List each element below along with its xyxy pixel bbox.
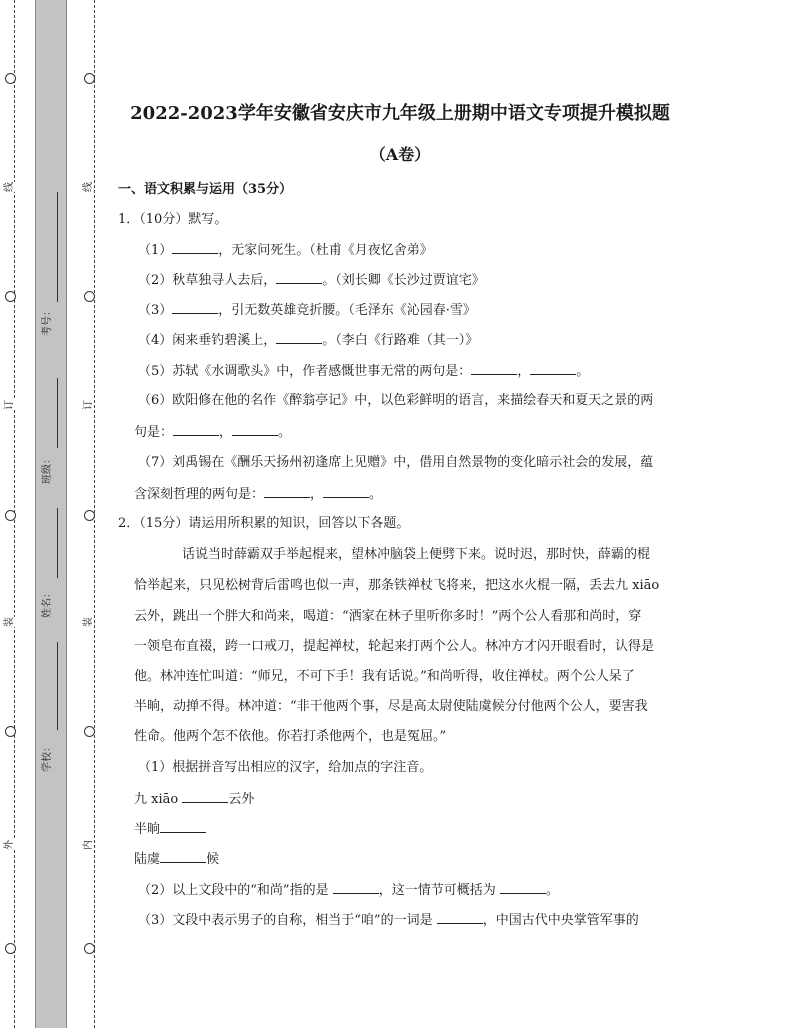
fill-b-pre: 半晌 — [134, 822, 161, 837]
margin-char-ding-outer: 订 — [4, 400, 15, 410]
q1-item-7-line2 — [134, 485, 382, 504]
q1-item-3 — [138, 301, 476, 320]
field-line-exam-number[interactable] — [57, 192, 58, 302]
q1-item-6-pre: 句是： — [134, 425, 174, 440]
field-label-exam-number: 考号： — [42, 306, 53, 336]
field-label-class: 班级： — [42, 454, 53, 484]
answer-blank[interactable] — [530, 362, 576, 375]
passage-line: 他。林冲连忙叫道：“师兄，不可下手！我有话说。”和尚听得，收住禅杖。两个公人呆了 — [134, 669, 635, 684]
margin-char-zhuang-outer: 装 — [4, 617, 15, 627]
q1-item-3-pre: （3） — [138, 303, 173, 318]
margin-char-ding-inner: 订 — [83, 400, 94, 410]
answer-blank[interactable] — [160, 850, 206, 863]
binding-hole-icon — [84, 73, 95, 84]
fill-c-pre: 陆虞 — [134, 852, 161, 867]
q1-item-5-pre: （5）苏轼《水调歌头》中，作者感慨世事无常的两句是： — [138, 364, 472, 379]
binding-hole-icon — [5, 291, 16, 302]
q1-item-1-pre: （1） — [138, 243, 173, 258]
binding-hole-icon — [84, 291, 95, 302]
section-heading: 一、语文积累与运用（35分） — [118, 182, 293, 197]
answer-blank[interactable] — [232, 423, 278, 436]
q1-item-4-pre: （4）闲来垂钓碧溪上， — [138, 333, 277, 348]
answer-blank[interactable] — [264, 485, 310, 498]
q1-item-6-mid: ， — [219, 425, 233, 440]
field-label-school: 学校： — [42, 742, 53, 772]
q1-item-5 — [138, 362, 589, 381]
binding-hole-icon — [84, 510, 95, 521]
margin-char-xian-inner: 线 — [83, 182, 94, 192]
q1-item-7-post: 。 — [369, 487, 383, 502]
q1-item-4 — [138, 331, 478, 350]
answer-blank[interactable] — [276, 331, 322, 344]
q1-item-5-post: 。 — [576, 364, 590, 379]
q1-item-7-pre: 含深刻哲理的两句是： — [134, 487, 265, 502]
field-line-school[interactable] — [57, 642, 58, 730]
answer-blank[interactable] — [173, 423, 219, 436]
margin-char-zhuang-inner: 装 — [83, 617, 94, 627]
fill-c-post: 候 — [206, 852, 220, 867]
margin-char-nei: 内 — [83, 840, 94, 850]
margin-char-xian-outer: 线 — [4, 182, 15, 192]
field-line-class[interactable] — [57, 378, 58, 448]
answer-blank[interactable] — [160, 820, 206, 833]
sub2-mid: ，这一情节可概括为 — [378, 883, 496, 898]
q2-sub3 — [138, 911, 639, 930]
answer-blank[interactable] — [182, 790, 228, 803]
binding-hole-icon — [5, 510, 16, 521]
binding-strip — [35, 0, 67, 1028]
q2-sub1: （1）根据拼音写出相应的汉字，给加点的字注音。 — [138, 760, 433, 775]
q1-item-1 — [138, 241, 433, 260]
q1-item-7-mid: ， — [310, 487, 324, 502]
q2-sub2 — [138, 881, 559, 900]
sub3-pre: （3）文段中表示男子的自称，相当于“咱”的一词是 — [138, 913, 433, 928]
sub2-pre: （2）以上文段中的“和尚”指的是 — [138, 883, 329, 898]
binding-hole-icon — [84, 726, 95, 737]
q1-item-3-post: ，引无数英雄竞折腰。（毛泽东《沁园春·雪》 — [218, 303, 476, 318]
answer-blank[interactable] — [172, 241, 218, 254]
binding-hole-icon — [84, 943, 95, 954]
passage-line: 话说当时薛霸双手举起棍来，望林冲脑袋上便劈下来。说时迟，那时快，薛霸的棍 — [182, 547, 651, 562]
q1-item-1-post: ，无家问死生。（杜甫《月夜忆舍弟》 — [218, 243, 433, 258]
passage-line: 性命。他两个怎不依他。你若打杀他两个，也是冤屈。” — [134, 729, 447, 744]
q1-item-5-mid: ， — [517, 364, 531, 379]
fill-a-pre: 九 xiāo — [134, 792, 179, 807]
page-title: 2022-2023学年安徽省安庆市九年级上册期中语文专项提升模拟题 — [130, 103, 670, 124]
binding-hole-icon — [5, 73, 16, 84]
q1-item-4-post: 。（李白《行路难（其一）》 — [322, 333, 479, 348]
q1-item-7-line1: （7）刘禹锡在《酬乐天扬州初逢席上见赠》中，借用自然景物的变化暗示社会的发展，蕴 — [138, 455, 654, 470]
passage-line: 一领皂布直裰，跨一口戒刀，提起禅杖，轮起来打两个公人。林冲方才闪开眼看时，认得是 — [134, 639, 655, 654]
answer-blank[interactable] — [172, 301, 218, 314]
sub2-post: 。 — [545, 883, 559, 898]
answer-blank[interactable] — [276, 271, 322, 284]
answer-blank[interactable] — [323, 485, 369, 498]
q1-item-2-post: 。（刘长卿《长沙过贾谊宅》 — [322, 273, 485, 288]
field-line-name[interactable] — [57, 508, 58, 578]
q2-fill-c — [134, 850, 219, 869]
margin-char-wai: 外 — [4, 840, 15, 850]
answer-blank[interactable] — [500, 881, 546, 894]
passage-line: 云外，跳出一个胖大和尚来，喝道：“洒家在林子里听你多时！”两个公人看那和尚时，穿 — [134, 609, 642, 624]
answer-blank[interactable] — [437, 911, 483, 924]
passage-line: 恰举起来，只见松树背后雷鸣也似一声，那条铁禅杖飞将来，把这水火棍一隔，丢去九 xiāo — [134, 578, 660, 593]
q1-item-2 — [138, 271, 485, 290]
field-label-name: 姓名： — [42, 588, 53, 618]
fill-a-post: 云外 — [228, 792, 255, 807]
q2-fill-a — [134, 790, 254, 809]
answer-blank[interactable] — [333, 881, 379, 894]
passage-line: 半晌，动掸不得。林冲道：“非干他两个事，尽是高太尉使陆虞候分付他两个公人，要害我 — [134, 699, 648, 714]
q2-stem: 2．（15分）请运用所积累的知识，回答以下各题。 — [118, 516, 410, 531]
q1-item-2-pre: （2）秋草独寻人去后， — [138, 273, 277, 288]
page-subtitle: （A卷） — [369, 145, 431, 164]
q1-item-6-post: 。 — [278, 425, 292, 440]
binding-hole-icon — [5, 943, 16, 954]
binding-hole-icon — [5, 726, 16, 737]
q2-fill-b — [134, 820, 206, 839]
q1-stem: 1．（10分）默写。 — [118, 212, 228, 227]
q1-item-6-line2 — [134, 423, 291, 442]
q1-item-6-line1: （6）欧阳修在他的名作《醉翁亭记》中，以色彩鲜明的语言，来描绘春天和夏天之景的两 — [138, 393, 654, 408]
answer-blank[interactable] — [471, 362, 517, 375]
sub3-post: ，中国古代中央掌管军事的 — [482, 913, 639, 928]
